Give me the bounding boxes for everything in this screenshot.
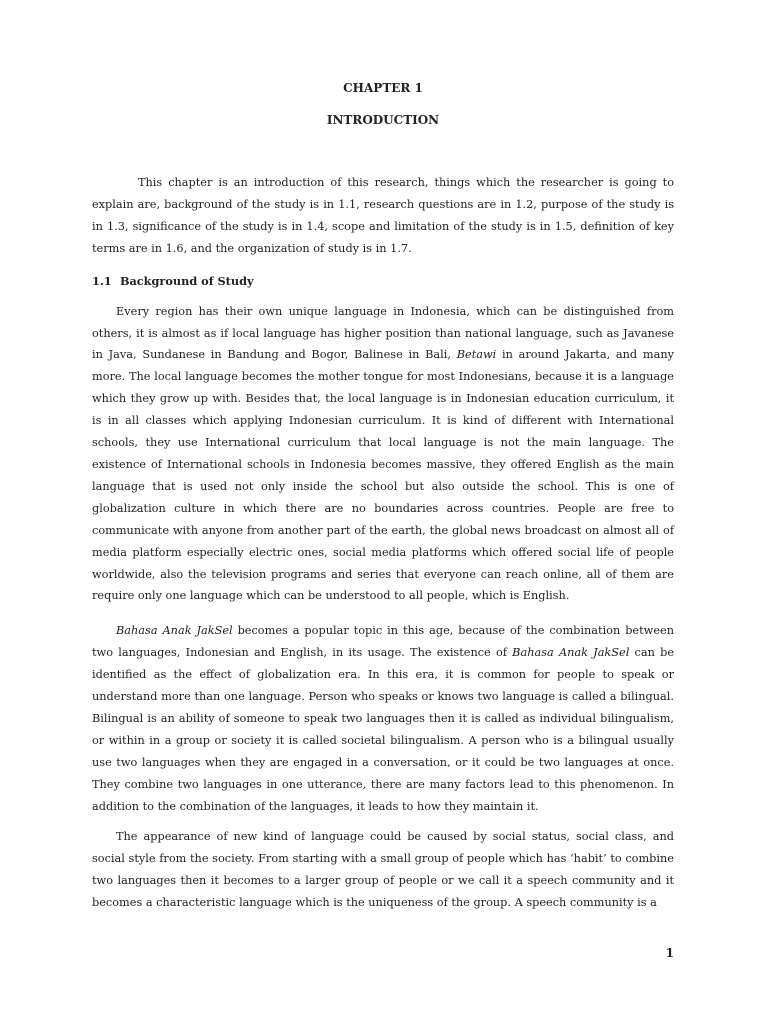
page-number: 1 bbox=[665, 946, 674, 960]
para1-text-a: Every region has their own unique language in Indonesia, which can be distinguished from others, it is almost as if local language has higher position than national language, such as Javanese in Java, Sundanese in Bandung and Bogor, Balinese in Bali, bbox=[92, 304, 674, 362]
chapter-title: INTRODUCTION bbox=[326, 113, 440, 127]
section-heading bbox=[92, 269, 674, 293]
background-paragraph-3: The appearance of new kind of language could be caused by social status, social class, and social style from the society. From starting with a small group of people which has ‘habit’ to combine two languages then it becomes to a larger group of people or we call it a speech community and it becomes a characteristic language which is the uniqueness of the group. A speech community is a bbox=[92, 830, 674, 910]
para1-italic-term: Betawi bbox=[456, 348, 497, 362]
para2-italic-term-1: Bahasa Anak JakSel bbox=[116, 624, 233, 638]
background-paragraph-2 bbox=[92, 620, 674, 817]
intro-paragraph: This chapter is an introduction of this research, things which the researcher is going to explain are, background of the study is in 1.1, research questions are in 1.2, purpose of the study is in 1.3, significance of the study is in 1.4, scope and limitation of the study is in 1.5, definition of key terms are in 1.6, and the organization of study is in 1.7. bbox=[92, 176, 674, 255]
section-number: 1.1 bbox=[92, 273, 112, 288]
background-paragraph-1 bbox=[92, 301, 674, 608]
section-title: Background of Study bbox=[119, 273, 254, 288]
para2-text-b: becomes a popular topic in this age, because of the combination between two languages, Indonesian and English, in its usage. The existence of bbox=[92, 624, 674, 660]
document-page bbox=[92, 78, 674, 914]
para2-italic-term-2: Bahasa Anak JakSel bbox=[512, 646, 630, 660]
chapter-heading: CHAPTER 1 bbox=[343, 81, 423, 95]
para2-text-d: can be identified as the effect of globalization era. In this era, it is common for people to speak or understand more than one language. Person who speaks or knows two language is called a bilingual. Bilingual is an ability of someone to speak two languages then it is called as individual bilingualism, or within in a group or society it is called societal bilingualism. A person who is a bilingual usually use two languages when they are engaged in a conversation, or it could be two languages at once. They combine two languages in one utterance, there are many factors lead to this phenomenon. In addition to the combination of the languages, it leads to how they maintain it. bbox=[92, 646, 675, 813]
para1-text-c: in around Jakarta, and many more. The local language becomes the mother tongue for most Indonesians, because it is a language which they grow up with. Besides that, the local language is in Indonesian education curriculum, it is in all classes which applying Indonesian curriculum. It is kind of different with International schools, they use International curriculum that local language is not the main language. The existence of International schools in Indonesia becomes massive, they offered English as the main language that is used not only inside the school but also outside the school. This is one of globalization culture in which there are no boundaries across countries. People are free to communicate with anyone from another part of the earth, the global news broadcast on almost all of media platform especially electric ones, social media platforms which offered social life of people worldwide, also the television programs and series that everyone can reach online, all of them are require only one language which can be understood to all people, which is English. bbox=[92, 348, 674, 603]
